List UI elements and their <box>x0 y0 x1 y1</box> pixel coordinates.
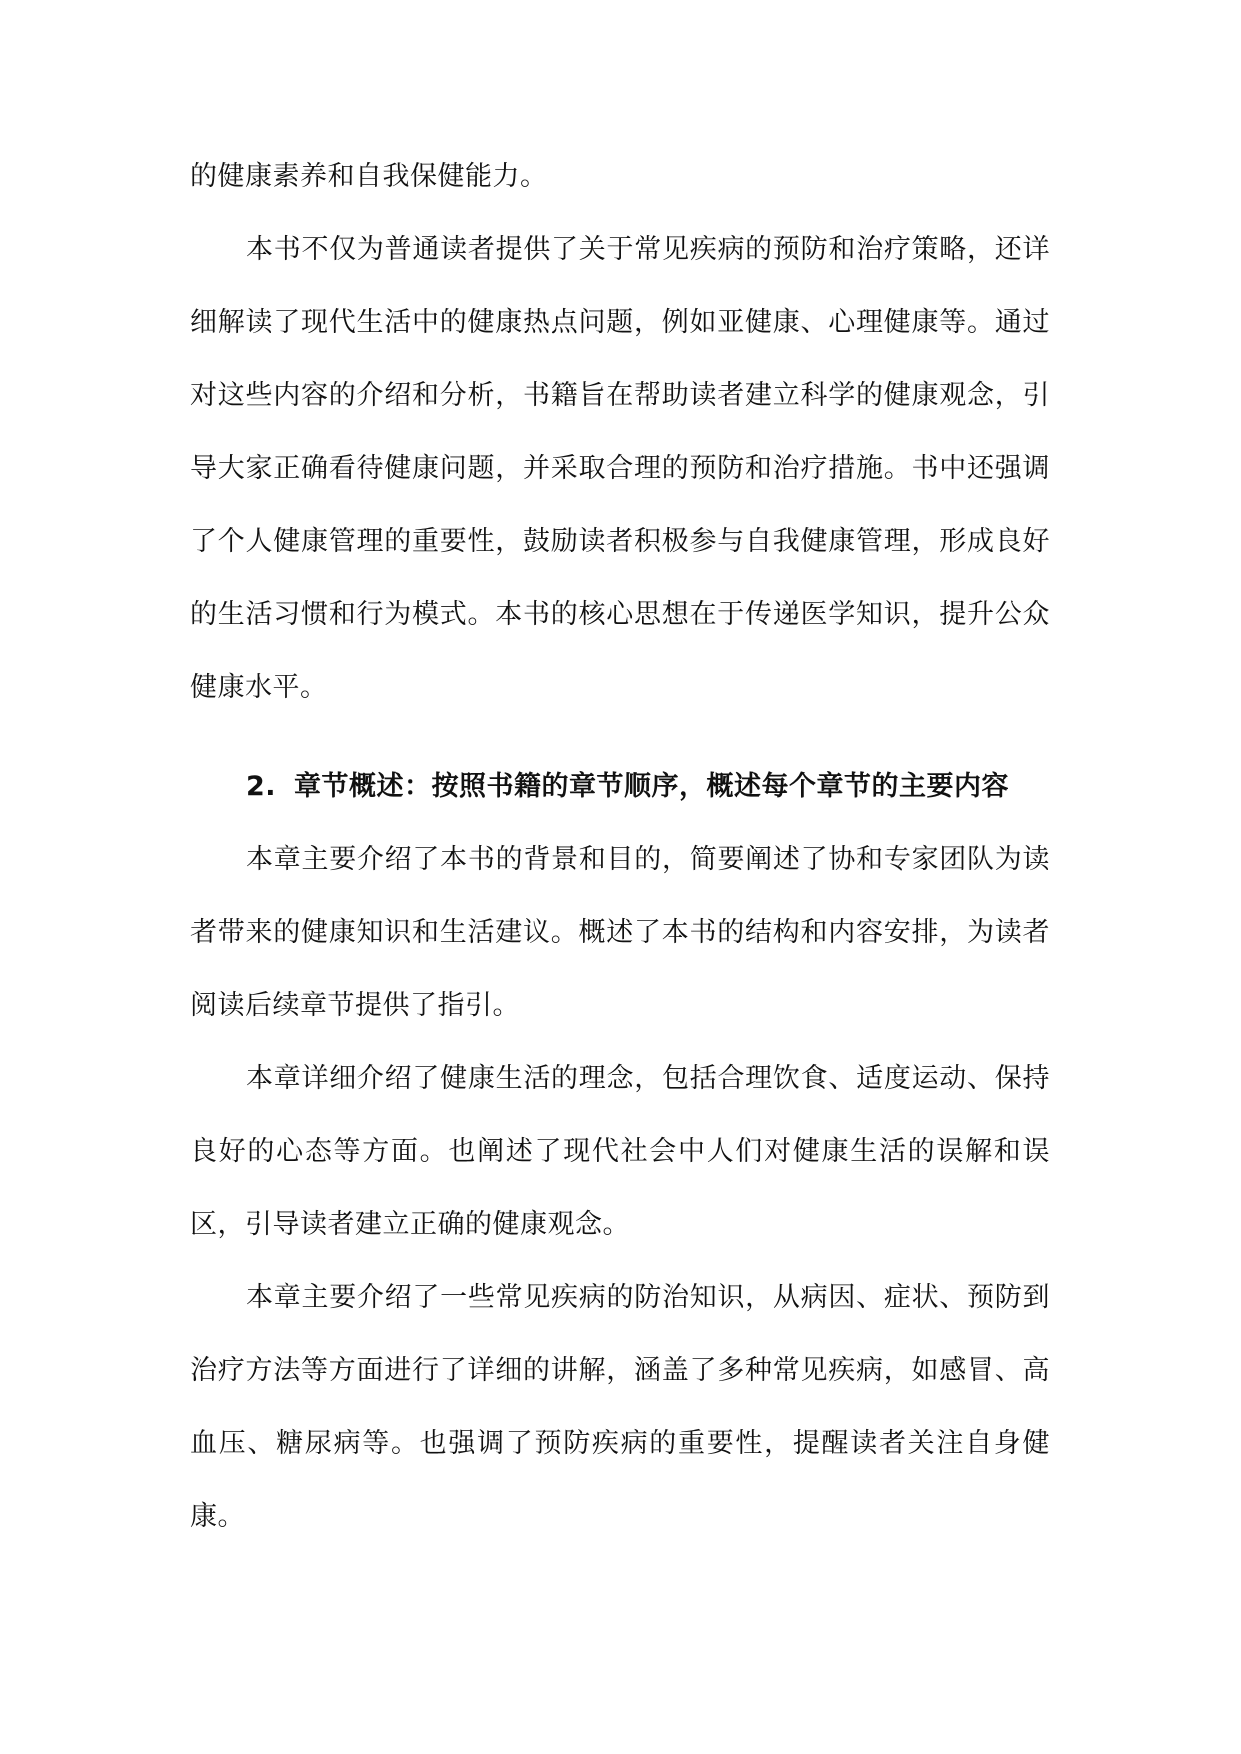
section-title: 章节概述：按照书籍的章节顺序，概述每个章节的主要内容 <box>294 771 1010 802</box>
paragraph-chapter-intro: 本章主要介绍了本书的背景和目的，简要阐述了协和专家团队为读者带来的健康知识和生活建议。概述了本书的结构和内容安排，为读者阅读后续章节提供了指引。 <box>190 844 1050 1021</box>
section-number: 2. <box>246 771 277 802</box>
paragraph-chapter-common-diseases: 本章主要介绍了一些常见疾病的防治知识，从病因、症状、预防到治疗方法等方面进行了详细的讲解，涵盖了多种常见疾病，如感冒、高血压、糖尿病等。也强调了预防疾病的重要性，提醒读者关注自身健康。 <box>190 1282 1050 1532</box>
paragraph-chapter-healthy-living: 本章详细介绍了健康生活的理念，包括合理饮食、适度运动、保持良好的心态等方面。也阐述了现代社会中人们对健康生活的误解和误区，引导读者建立正确的健康观念。 <box>190 1063 1050 1240</box>
document-body <box>190 140 1050 1553</box>
paragraph-continuation: 的健康素养和自我保健能力。 <box>190 161 548 192</box>
paragraph-book-summary: 本书不仅为普通读者提供了关于常见疾病的预防和治疗策略，还详细解读了现代生活中的健康热点问题，例如亚健康、心理健康等。通过对这些内容的介绍和分析，书籍旨在帮助读者建立科学的健康观念，引导大家正确看待健康问题，并采取合理的预防和治疗措施。书中还强调了个人健康管理的重要性，鼓励读者积极参与自我健康管理，形成良好的生活习惯和行为模式。本书的核心思想在于传递医学知识，提升公众健康水平。 <box>190 234 1050 703</box>
section-heading <box>190 750 1050 823</box>
